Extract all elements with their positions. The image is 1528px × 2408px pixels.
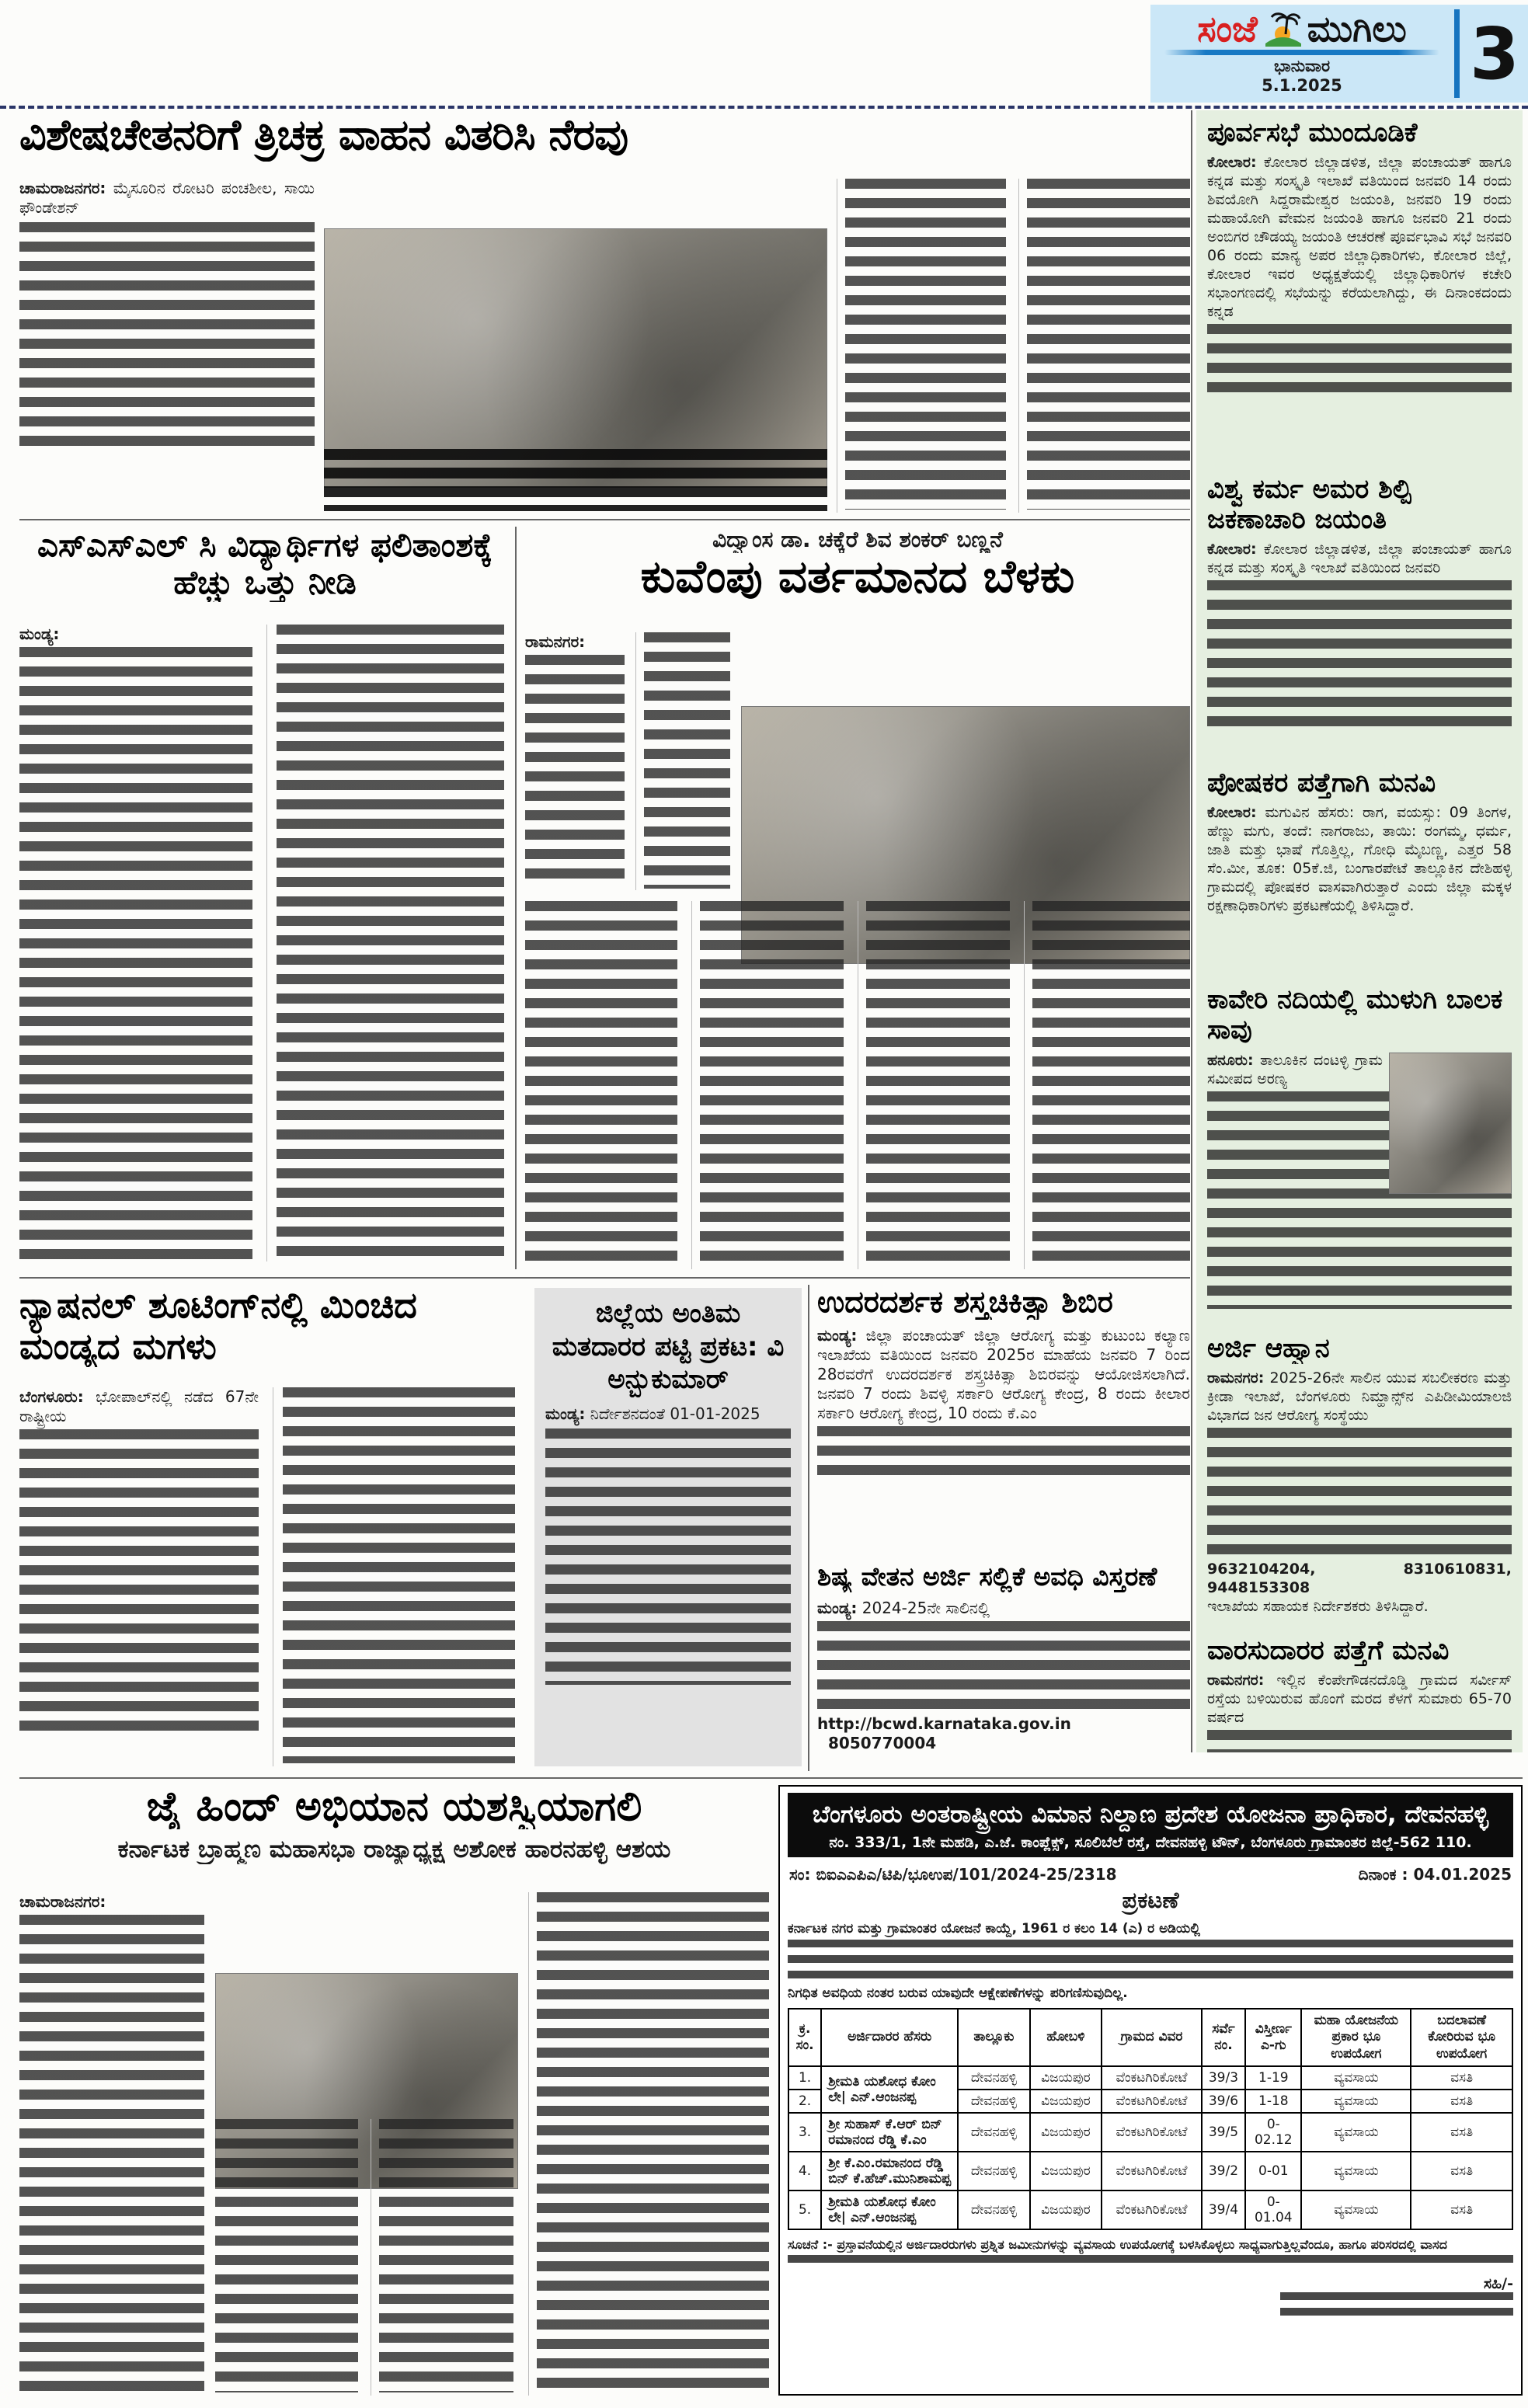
notice-note-start: ಸೂಚನೆ :- ಪ್ರಸ್ತಾವನೆಯಲ್ಲಿನ ಅರ್ಜಿದಾರರುಗಳು ಪ್ರಶ್ನಿತ ಜಮೀನುಗಳನ್ನು ವ್ಯವಸಾಯ ಉಪಯೋಗಕ್ಕೆ ಬಳಸಿಕೊಳ್ಳಲು ಸಾಧ್ಯವಾಗುತ್ತಿಲ್ಲವೆಂದೂ, ಹಾಗೂ ಪರಿಸರದಲ್ಲಿ ವಾಸದ (788, 2236, 1447, 2252)
shooting-dateline: ಬೆಂಗಳೂರು: (19, 1387, 84, 1406)
article-kuvempu (525, 527, 1190, 1269)
kuvempu-column-b (635, 632, 730, 890)
jaihind-greek-2 (215, 2119, 358, 2392)
jaihind-headline: ಜೈ ಹಿಂದ್ ಅಭಿಯಾನ ಯಶಸ್ವಿಯಾಗಲಿ (146, 1785, 642, 1830)
article-scholarship (817, 1561, 1190, 1771)
masthead-divider (1454, 9, 1460, 98)
varasu-body (1207, 1671, 1512, 1752)
shooting-column-2 (273, 1387, 515, 1766)
surgery-excerpt: ಜಿಲ್ಲಾ ಪಂಚಾಯತ್ ಜಿಲ್ಲಾ ಆರೋಗ್ಯ ಮತ್ತು ಕುಟುಂಬ ಕಲ್ಯಾಣ ಇಲಾಖೆಯ ವತಿಯಿಂದ ಜನವರಿ 2025ರ ಮಾಹೆಯ ಜನವರಿ 7 ರಿಂದ 28ರವರೆಗೆ ಉದರದರ್ಶಕ ಶಸ್ತ್ರಚಿಕಿತ್ಸಾ ಶಿಬಿರವನ್ನು ಆಯೋಜಿಸಲಾಗಿದೆ. ಜನವರಿ 7 ರಂದು ಶಿವಳ್ಳಿ ಸರ್ಕಾರಿ ಆರೋಗ್ಯ ಕೇಂದ್ರ, 8 ರಂದು ಕೀಲಾರ ಸರ್ಕಾರಿ ಆರೋಗ್ಯ ಕೇಂದ್ರ, 10 ರಂದು ಕೆ.ಎಂ (817, 1326, 1190, 1422)
article-lead (19, 113, 1190, 514)
surgery-body (817, 1326, 1190, 1481)
masthead-date: 5.1.2025 (1262, 76, 1342, 96)
scholarship-helpline: 8050770004 (828, 1734, 937, 1752)
palm-sunrise-logo-icon (1262, 11, 1303, 47)
arji-headline: ಅರ್ಜಿ ಆಹ್ವಾನ (1207, 1333, 1330, 1364)
lower-separator (19, 1277, 1190, 1279)
notice-signature: ಸಹಿ/- (1484, 2274, 1513, 2292)
sslc-kuvempu-divider (515, 527, 517, 1269)
surgery-dateline: ಮಂಡ್ಯ: (817, 1326, 858, 1345)
arji-phones: 9632104204, 8310610831, 9448153308 (1207, 1560, 1512, 1596)
vishwakarma-greek (1207, 580, 1512, 728)
kuvempu-column-2 (691, 901, 844, 1269)
varasu-dateline: ರಾಮನಗರ: (1207, 1671, 1265, 1689)
notice-banner (788, 1793, 1513, 1857)
top-separator (0, 106, 1528, 109)
notice-table (788, 2008, 1513, 2230)
lead-column-3 (1018, 179, 1190, 513)
purvasabhe-body (1207, 153, 1512, 464)
kuvempu-greek-1 (525, 901, 677, 1266)
voters-excerpt: ನಿರ್ದೇಶನದಂತೆ 01-01-2025 (590, 1404, 761, 1423)
jaihind-greek-4 (537, 1892, 769, 2392)
jaihind-column-3 (371, 2119, 513, 2396)
shooting-excerpt: ಭೋಪಾಲ್‌ನಲ್ಲಿ ನಡೆದ 67ನೇ ರಾಷ್ಟ್ರೀಯ (19, 1387, 259, 1425)
surgery-greek (817, 1426, 1190, 1481)
sslc-greek-1 (19, 647, 252, 1261)
rail-item-purvasabhe (1207, 118, 1512, 464)
vishwakarma-excerpt: ಕೋಲಾರ ಜಿಲ್ಲಾಡಳಿತ, ಜಿಲ್ಲಾ ಪಂಚಾಯತ್ ಹಾಗೂ ಕನ್ನಡ ಮತ್ತು ಸಂಸ್ಕೃತಿ ಇಲಾಖೆ ವತಿಯಿಂದ ಜನವರಿ (1207, 541, 1512, 577)
varasu-headline: ವಾರಸುದಾರರ ಪತ್ತೆಗೆ ಮನವಿ (1207, 1635, 1450, 1666)
page-number: 3 (1469, 12, 1519, 96)
notice-date: ದಿನಾಂಕ : 04.01.2025 (1358, 1865, 1512, 1884)
kaveri-dateline: ಹನೂರು: (1207, 1051, 1254, 1069)
notice-intro-greek (788, 1940, 1513, 1985)
sslc-column-1 (19, 625, 252, 1261)
rail-item-kaveri (1207, 985, 1512, 1322)
lead-column-2 (837, 179, 1006, 513)
voters-surgery-divider (808, 1285, 809, 1771)
govt-notice (778, 1785, 1523, 2396)
kaveri-body (1207, 1051, 1512, 1323)
notice-address: ನಂ. 333/1, 1ನೇ ಮಹಡಿ, ಎ.ಜೆ. ಕಾಂಪ್ಲೆಕ್ಸ್, ಸೂಲಿಬೆಲೆ ರಸ್ತೆ, ದೇವನಹಳ್ಳಿ ಟೌನ್, ಬೆಂಗಳೂರು ಗ್ರಾಮಾಂತರ ಜಿಲ್ಲೆ-562 110. (829, 1834, 1472, 1852)
kuvempu-headline: ಕುವೆಂಪು ವರ್ತಮಾನದ ಬೆಳಕು (640, 553, 1075, 600)
shooting-greek-1 (19, 1429, 259, 1732)
kuvempu-greek-4 (1032, 901, 1190, 1266)
article-surgery (817, 1285, 1190, 1555)
jaihind-column-2 (215, 2119, 358, 2396)
surgery-headline: ಉದರದರ್ಶಕ ಶಸ್ತ್ರಚಿಕಿತ್ಸಾ ಶಿಬಿರ (817, 1285, 1113, 1319)
jaihind-greek-3 (379, 2119, 513, 2392)
rail-item-vishwakarma (1207, 475, 1512, 757)
notice-ref: ಸಂ: ಬಿಐಎಎಪಿಎ/ಟಿಪಿ/ಭೂಉಪ/101/2024-25/2318 (789, 1865, 1117, 1884)
poshakara-headline: ಪೋಷಕರ ಪತ್ತೆಗಾಗಿ ಮನವಿ (1207, 768, 1436, 799)
rail-item-poshakara (1207, 768, 1512, 974)
poshakara-excerpt: ಮಗುವಿನ ಹೆಸರು: ರಾಗ, ವಯಸ್ಸು: 09 ತಿಂಗಳ, ಹೆಣ್ಣು ಮಗು, ತಂದೆ: ನಾಗರಾಜು, ತಾಯಿ: ರಂಗಮ್ಮ, ಧರ್ಮ, ಜಾತಿ ಮತ್ತು ಭಾಷೆ ಗೊತ್ತಿಲ್ಲ, ಗೋಧಿ ಮೈಬಣ್ಣ, ಎತ್ತರ 58 ಸೆಂ.ಮೀ, ತೂಕ: 05ಕೆ.ಜಿ, ಬಂಗಾರಪೇಟೆ ತಾಲ್ಲೂಕಿನ ದೇಶಿಹಳ್ಳಿ ಗ್ರಾಮದಲ್ಲಿ ಪೋಷಕರ ವಾಸವಾಗಿರುತ್ತಾರೆ ಎಂದು ಜಿಲ್ಲಾ ಮಕ್ಕಳ ರಕ್ಷಣಾಧಿಕಾರಿಗಳು ಪ್ರಕಟಣೆಯಲ್ಲಿ ತಿಳಿಸಿದ್ದಾರೆ. (1207, 804, 1512, 915)
kuvempu-column-1 (525, 901, 677, 1269)
article-jaihind (19, 1785, 769, 2396)
kaveri-boy-photo (1389, 1053, 1512, 1194)
mid-separator (19, 519, 1190, 520)
article-sslc (19, 527, 510, 1269)
sslc-greek-2 (277, 625, 504, 1258)
arji-greek (1207, 1428, 1512, 1560)
notice-signatory-greek (1280, 2292, 1513, 2316)
voters-dateline: ಮಂಡ್ಯ: (545, 1404, 586, 1423)
shooting-column-1 (19, 1387, 259, 1766)
jaihind-column-4 (528, 1892, 769, 2396)
notice-note-greek (788, 2255, 1513, 2271)
arji-excerpt: 2025-26ನೇ ಸಾಲಿನ ಯುವ ಸಬಲೀಕರಣ ಮತ್ತು ಕ್ರೀಡಾ ಇಲಾಖೆ, ಬೆಂಗಳೂರು ನಿಮ್ಹಾನ್ಸ್‌ನ ಎಪಿಡೀಮಿಯಾಲಜಿ ವಿಭಾಗದ ಜನ ಆರೋಗ್ಯ ಸಂಸ್ಥೆಯು (1207, 1369, 1512, 1424)
arji-tail: ಇಲಾಖೆಯ ಸಹಾಯಕ ನಿರ್ದೇಶಕರು ತಿಳಿಸಿದ್ದಾರೆ. (1207, 1597, 1429, 1615)
voters-box (534, 1288, 802, 1766)
masthead-title-black: ಮುಗಿಲು (1307, 8, 1407, 50)
rail-item-varasu (1207, 1636, 1512, 1752)
rail-item-arji (1207, 1334, 1512, 1625)
notice-intro (788, 1920, 1513, 2002)
kuvempu-column-a (525, 632, 625, 890)
notice-intro-end: ನಿಗಧಿತ ಅವಧಿಯ ನಂತರ ಬರುವ ಯಾವುದೇ ಆಕ್ಷೇಪಣೆಗಳನ್ನು ಪರಿಗಣಿಸುವುದಿಲ್ಲ. (788, 1985, 1128, 2002)
shooting-greek-2 (283, 1387, 515, 1763)
purvasabhe-excerpt: ಕೋಲಾರ ಜಿಲ್ಲಾಡಳಿತ, ಜಿಲ್ಲಾ ಪಂಚಾಯತ್ ಹಾಗೂ ಕನ್ನಡ ಮತ್ತು ಸಂಸ್ಕೃತಿ ಇಲಾಖೆ ವತಿಯಿಂದ ಜನವರಿ 14 ರಂದು ಶಿವಯೋಗಿ ಸಿದ್ದರಾಮೇಶ್ವರ ಜಯಂತಿ, ಜನವರಿ 19 ರಂದು ಮಹಾಯೋಗಿ ವೇಮನ ಜಯಂತಿ ಹಾಗೂ ಜನವರಿ 21 ರಂದು ಅಂಬಿಗರ ಚೌಡಯ್ಯ ಜಯಂತಿ ಆಚರಣೆ ಪೂರ್ವಭಾವಿ ಸಭೆ ಜನವರಿ 06 ರಂದು ಮಾನ್ಯ ಅಪರ ಜಿಲ್ಲಾಧಿಕಾರಿಗಳು, ಕೋಲಾರ ಜಿಲ್ಲೆ, ಕೋಲಾರ ಇವರ ಅಧ್ಯಕ್ಷತೆಯಲ್ಲಿ ಜಿಲ್ಲಾಧಿಕಾರಿಗಳ ಕಚೇರಿ ಸಭಾಂಗಣದಲ್ಲಿ ಸಭೆಯನ್ನು ಕರೆಯಲಾಗಿದ್ದು, ಈ ದಿನಾಂಕದಂದು ಕನ್ನಡ (1207, 154, 1512, 321)
poshakara-body (1207, 803, 1512, 974)
jaihind-dateline: ಚಾಮರಾಜನಗರ: (19, 1892, 106, 1911)
lead-column-1 (19, 179, 315, 513)
poshakara-dateline: ಕೋಲಾರ: (1207, 804, 1257, 822)
vishwakarma-body (1207, 540, 1512, 757)
masthead (1150, 5, 1528, 103)
jaihind-column-1 (19, 1892, 204, 2396)
notice-table-header: ಕ್ರ. ಸಂ. ಅರ್ಜಿದಾರರ ಹೆಸರು ತಾಲ್ಲೂಕು ಹೋಬಳಿ ಗ್ರಾಮದ ವಿವರ ಸರ್ವೆ ನಂ. ವಿಸ್ತೀರ್ಣ ಎ-ಗು ಮಹಾ ಯೋಜನೆಯ ಪ್ರಕಾರ ಭೂ ಉಪಯೋಗ ಬದಲಾವಣೆ ಕೋರಿರುವ ಭೂ ಉಪಯೋಗ (788, 2009, 1512, 2066)
bottom-separator (19, 1777, 1523, 1779)
kaveri-excerpt: ತಾಲೂಕಿನ ದಂಟಳ್ಳಿ ಗ್ರಾಮ ಸಮೀಪದ ಅರಣ್ಯ (1207, 1051, 1383, 1087)
notice-ref-row (789, 1865, 1512, 1884)
vishwakarma-headline: ವಿಶ್ವ ಕರ್ಮ ಅಮರ ಶಿಲ್ಪಿ ಜಕಣಾಚಾರಿ ಜಯಂತಿ (1207, 475, 1412, 536)
sslc-headline: ಎಸ್ಎಸ್ಎಲ್ ಸಿ ವಿದ್ಯಾರ್ಥಿಗಳ ಫಲಿತಾಂಶಕ್ಕೆ ಹೆಚ್ಚು ಒತ್ತು ನೀಡಿ (37, 527, 493, 602)
kuvempu-dateline: ರಾಮನಗರ: (525, 632, 586, 651)
kuvempu-greek-b (644, 632, 730, 889)
sslc-dateline: ಮಂಡ್ಯ: (19, 625, 60, 643)
masthead-title (1150, 8, 1453, 50)
kuvempu-column-4 (1024, 901, 1190, 1269)
notice-note (788, 2236, 1513, 2271)
lead-body-greek-2 (845, 179, 1006, 510)
voters-greek (545, 1428, 791, 1685)
kuvempu-greek-a (525, 655, 625, 888)
vishwakarma-dateline: ಕೋಲಾರ: (1207, 541, 1257, 559)
jaihind-greek-1 (19, 1915, 204, 2392)
lead-photo-caption (324, 449, 827, 511)
rail-divider (1191, 110, 1192, 1752)
lead-body-greek-1 (19, 222, 315, 455)
kaveri-headline: ಕಾವೇರಿ ನದಿಯಲ್ಲಿ ಮುಳುಗಿ ಬಾಲಕ ಸಾವು (1207, 985, 1503, 1046)
scholarship-body (817, 1599, 1190, 1753)
lead-headline: ವಿಶೇಷಚೇತನರಿಗೆ ತ್ರಿಚಕ್ರ ವಾಹನ ವಿತರಿಸಿ ನೆರವು (19, 113, 628, 159)
kuvempu-greek-2 (700, 901, 844, 1266)
purvasabhe-greek (1207, 324, 1512, 394)
scholarship-website-link: http://bcwd.karnataka.gov.in (817, 1714, 1071, 1733)
kuvempu-column-3 (858, 901, 1010, 1269)
right-rail (1196, 110, 1523, 1752)
scholarship-greek (817, 1621, 1190, 1714)
purvasabhe-headline: ಪೂರ್ವಸಭೆ ಮುಂದೂಡಿಕೆ (1207, 118, 1418, 148)
notice-org: ಬೆಂಗಳೂರು ಅಂತರಾಷ್ಟ್ರೀಯ ವಿಮಾನ ನಿಲ್ದಾಣ ಪ್ರದೇಶ ಯೋಜನಾ ಪ್ರಾಧಿಕಾರ, ದೇವನಹಳ್ಳಿ (812, 1801, 1489, 1829)
arji-body (1207, 1369, 1512, 1625)
masthead-day: ಭಾನುವಾರ (1273, 57, 1331, 75)
scholarship-contact-line (817, 1714, 1190, 1753)
lead-excerpt: ಮೈಸೂರಿನ ರೋಟರಿ ಪಂಚಶೀಲ, ಸಾಯಿ ಫೌಂಡೇಶನ್ (19, 179, 315, 217)
scholarship-excerpt: 2024-25ನೇ ಸಾಲಿನಲ್ಲಿ (861, 1599, 990, 1617)
shooting-headline: ನ್ಯಾಷನಲ್ ಶೂಟಿಂಗ್‌ನಲ್ಲಿ ಮಿಂಚಿದ ಮಂಡ್ಯದ ಮಗಳು (19, 1285, 417, 1367)
voters-headline: ಜಿಲ್ಲೆಯ ಅಂತಿಮ ಮತದಾರರ ಪಟ್ಟಿ ಪ್ರಕಟ: ವಿ ಅನ್ಬುಕುಮಾರ್ (552, 1298, 785, 1395)
masthead-title-red: ಸಂಜೆ (1197, 8, 1258, 50)
kuvempu-kicker: ವಿದ್ವಾಂಸ ಡಾ. ಚಕ್ಕೆರೆ ಶಿವ ಶಂಕರ್ ಬಣ್ಣನೆ (712, 527, 1003, 552)
notice-intro-start: ಕರ್ನಾಟಕ ನಗರ ಮತ್ತು ಗ್ರಾಮಾಂತರ ಯೋಜನೆ ಕಾಯ್ದೆ, 1961 ರ ಕಲಂ 14 (ಎ) ರ ಅಡಿಯಲ್ಲಿ (788, 1921, 1201, 1937)
article-shooting (19, 1285, 524, 1771)
varasu-excerpt: ಇಲ್ಲಿನ ಕೆಂಪೇಗೌಡನದೊಡ್ಡಿ ಗ್ರಾಮದ ಸರ್ವೀಸ್ ರಸ್ತೆಯ ಬಳಿಯಿರುವ ಹೊಂಗೆ ಮರದ ಕೆಳಗೆ ಸುಮಾರು 65-70 ವರ್ಷದ (1207, 1671, 1512, 1726)
voters-body (545, 1404, 791, 1685)
masthead-underline (1164, 50, 1439, 55)
notice-title: ಪ್ರಕಟಣೆ (1122, 1887, 1179, 1914)
sslc-column-2 (266, 625, 504, 1261)
scholarship-dateline: ಮಂಡ್ಯ: (817, 1599, 858, 1617)
jaihind-subhead: ಕರ್ನಾಟಕ ಬ್ರಾಹ್ಮಣ ಮಹಾಸಭಾ ರಾಜ್ಯಾಧ್ಯಕ್ಷ ಅಶೋಕ ಹಾರನಹಳ್ಳಿ ಆಶಯ (117, 1836, 671, 1864)
lead-body-greek-3 (1027, 179, 1190, 510)
scholarship-headline: ಶಿಷ್ಯ ವೇತನ ಅರ್ಜಿ ಸಲ್ಲಿಕೆ ಅವಧಿ ವಿಸ್ತರಣೆ (817, 1561, 1157, 1592)
arji-dateline: ರಾಮನಗರ: (1207, 1369, 1265, 1387)
notice-table-body: 1. ಶ್ರೀಮತಿ ಯಶೋಧ ಕೋಂ ಲೇ| ಎನ್.ಆಂಜನಪ್ಪ ದೇವನಹಳ್ಳಿ ವಿಜಯಪುರ ವೆಂಕಟಗಿರಿಕೋಟೆ 39/3 1-19 ವ್ಯವಸಾಯ ವಸತಿ 2. ದೇವನಹಳ್ಳಿ ವಿಜಯಪುರ ವೆಂಕಟಗಿರಿಕೋಟೆ 39/6 1-18 ವ್ಯವಸಾಯ ವಸತಿ 3. ಶ್ರೀ ಸುಹಾಸ್ ಕೆ.ಆರ್ ಬಿನ್ ರಮಾನಂದ ರೆಡ್ಡಿ ಕೆ.ಎಂ ದೇವನಹಳ್ಳಿ ವಿಜಯಪುರ ವೆಂಕಟಗಿರಿಕೋಟೆ 39/5 0-02.12 ವ್ಯವಸಾಯ ವಸತಿ 4. ಶ್ರೀ ಕೆ.ಎಂ.ರಮಾನಂದ ರೆಡ್ಡಿ ಬಿನ್ ಕೆ.ಹೆಚ್.ಮುನಿಶಾಮಪ್ಪ ದೇವನಹಳ್ಳಿ ವಿಜಯಪುರ ವೆಂಕಟಗಿರಿಕೋಟೆ 39/2 0-01 ವ್ಯವಸಾಯ ವಸತಿ 5. ಶ್ರೀಮತಿ ಯಶೋಧ ಕೋಂ ಲೇ| ಎನ್.ಆಂಜನಪ್ಪ ದೇವನಹಳ್ಳಿ ವಿಜಯಪುರ ವೆಂಕಟಗಿರಿಕೋಟೆ 39/4 0-01.04 ವ್ಯವಸಾಯ ವಸತಿ (788, 2066, 1512, 2229)
kuvempu-greek-3 (866, 901, 1010, 1266)
purvasabhe-dateline: ಕೋಲಾರ: (1207, 154, 1257, 172)
varasu-greek (1207, 1730, 1512, 1752)
lead-dateline: ಚಾಮರಾಜನಗರ: (19, 179, 106, 197)
